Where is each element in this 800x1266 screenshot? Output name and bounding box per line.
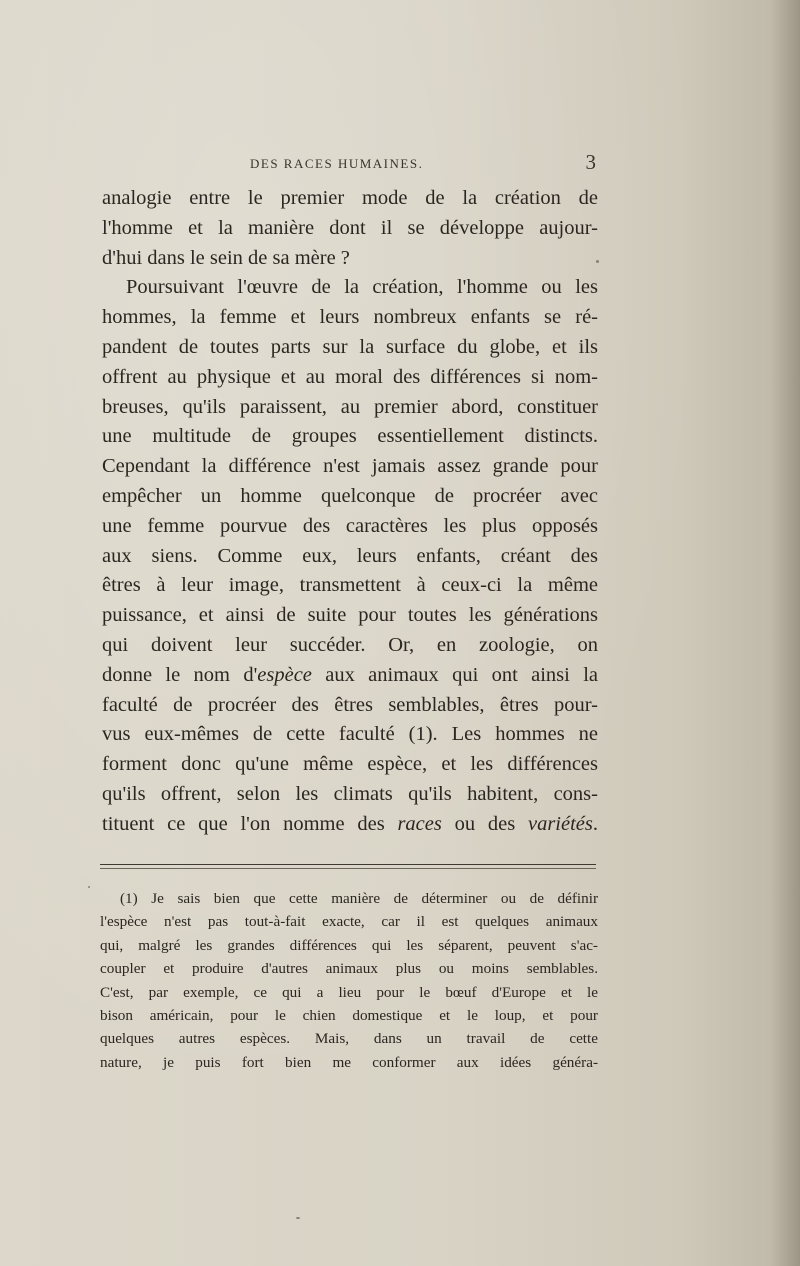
body-line: aux siens. Comme eux, leurs enfants, créant des (102, 544, 598, 567)
paper-speck (296, 1217, 300, 1219)
body-line: forment donc qu'une même espèce, et les différences (102, 753, 598, 776)
body-line (102, 661, 598, 691)
footnote-line: quelques autres espèces. Mais, dans un travail de cette (100, 1030, 598, 1048)
paper-speck (596, 260, 599, 263)
italic-term-varietes: variétés (527, 812, 593, 835)
body-line: offrent au physique et au moral des différences si nom- (102, 365, 598, 388)
body-line: hommes, la femme et leurs nombreux enfants se ré- (102, 306, 598, 329)
footnote-separator-thin (100, 868, 596, 869)
footnote-line: (1) Je sais bien que cette manière de déterminer ou de définir (120, 890, 598, 907)
body-line: une multitude de groupes essentiellement distincts. (102, 425, 598, 448)
body-line: puissance, et ainsi de suite pour toutes les générations (102, 604, 598, 627)
paper-speck (88, 886, 90, 888)
running-title: DES RACES HUMAINES. (250, 156, 424, 171)
body-text (102, 184, 598, 840)
page-number: 3 (585, 150, 596, 174)
footnote-line: coupler et produire d'autres animaux plus ou moins semblables. (100, 960, 598, 978)
body-line-part: ou des (441, 812, 528, 835)
body-line: Poursuivant l'œuvre de la création, l'homme ou les (126, 276, 598, 299)
footnote-line: l'espèce n'est pas tout-à-fait exacte, car il est quelques animaux (100, 913, 598, 931)
body-line-part: tituent ce que l'on nomme des (102, 812, 398, 835)
footnote-line: bison américain, pour le chien domestique et le loup, et pour (100, 1006, 598, 1024)
body-line: breuses, qu'ils paraissent, au premier abord, constituer (102, 395, 598, 418)
footnote-separator (100, 864, 596, 865)
footnote-line: C'est, par exemple, ce qui a lieu pour le bœuf d'Europe et le (100, 983, 598, 1001)
body-line: une femme pourvue des caractères les plus opposés (102, 514, 598, 537)
italic-term-espece: espèce (257, 663, 312, 686)
footnote (100, 887, 598, 1074)
footnote-line: qui, malgré les grandes différences qui les séparent, peuvent s'ac- (100, 936, 598, 954)
body-line: faculté de procréer des êtres semblables, êtres pour- (102, 693, 598, 716)
body-line: empêcher un homme quelconque de procréer avec (102, 484, 598, 507)
body-line: l'homme et la manière dont il se développe aujour- (102, 216, 598, 239)
body-line: qu'ils offrent, selon les climats qu'ils habitent, cons- (102, 782, 598, 805)
body-line: pandent de toutes parts sur la surface du globe, et ils (102, 335, 598, 358)
body-line: d'hui dans le sein de sa mère ? (102, 246, 350, 269)
body-line: Cependant la différence n'est jamais assez grande pour (102, 455, 598, 478)
body-line-part: aux animaux qui ont ainsi la (311, 663, 598, 686)
body-line-part: donne le nom d' (102, 663, 258, 686)
italic-term-races: races (397, 812, 442, 835)
body-line-part: . (592, 812, 598, 835)
body-line (102, 810, 598, 840)
page-edge-shadow (770, 0, 800, 1266)
body-line: qui doivent leur succéder. Or, en zoologie, on (102, 633, 598, 656)
body-line: vus eux-mêmes de cette faculté (1). Les hommes ne (102, 723, 598, 746)
footnote-line: nature, je puis fort bien me conformer aux idées généra- (100, 1053, 598, 1071)
running-head (100, 150, 600, 178)
body-line: analogie entre le premier mode de la création de (102, 187, 598, 209)
body-line: êtres à leur image, transmettent à ceux-ci la même (102, 574, 598, 597)
